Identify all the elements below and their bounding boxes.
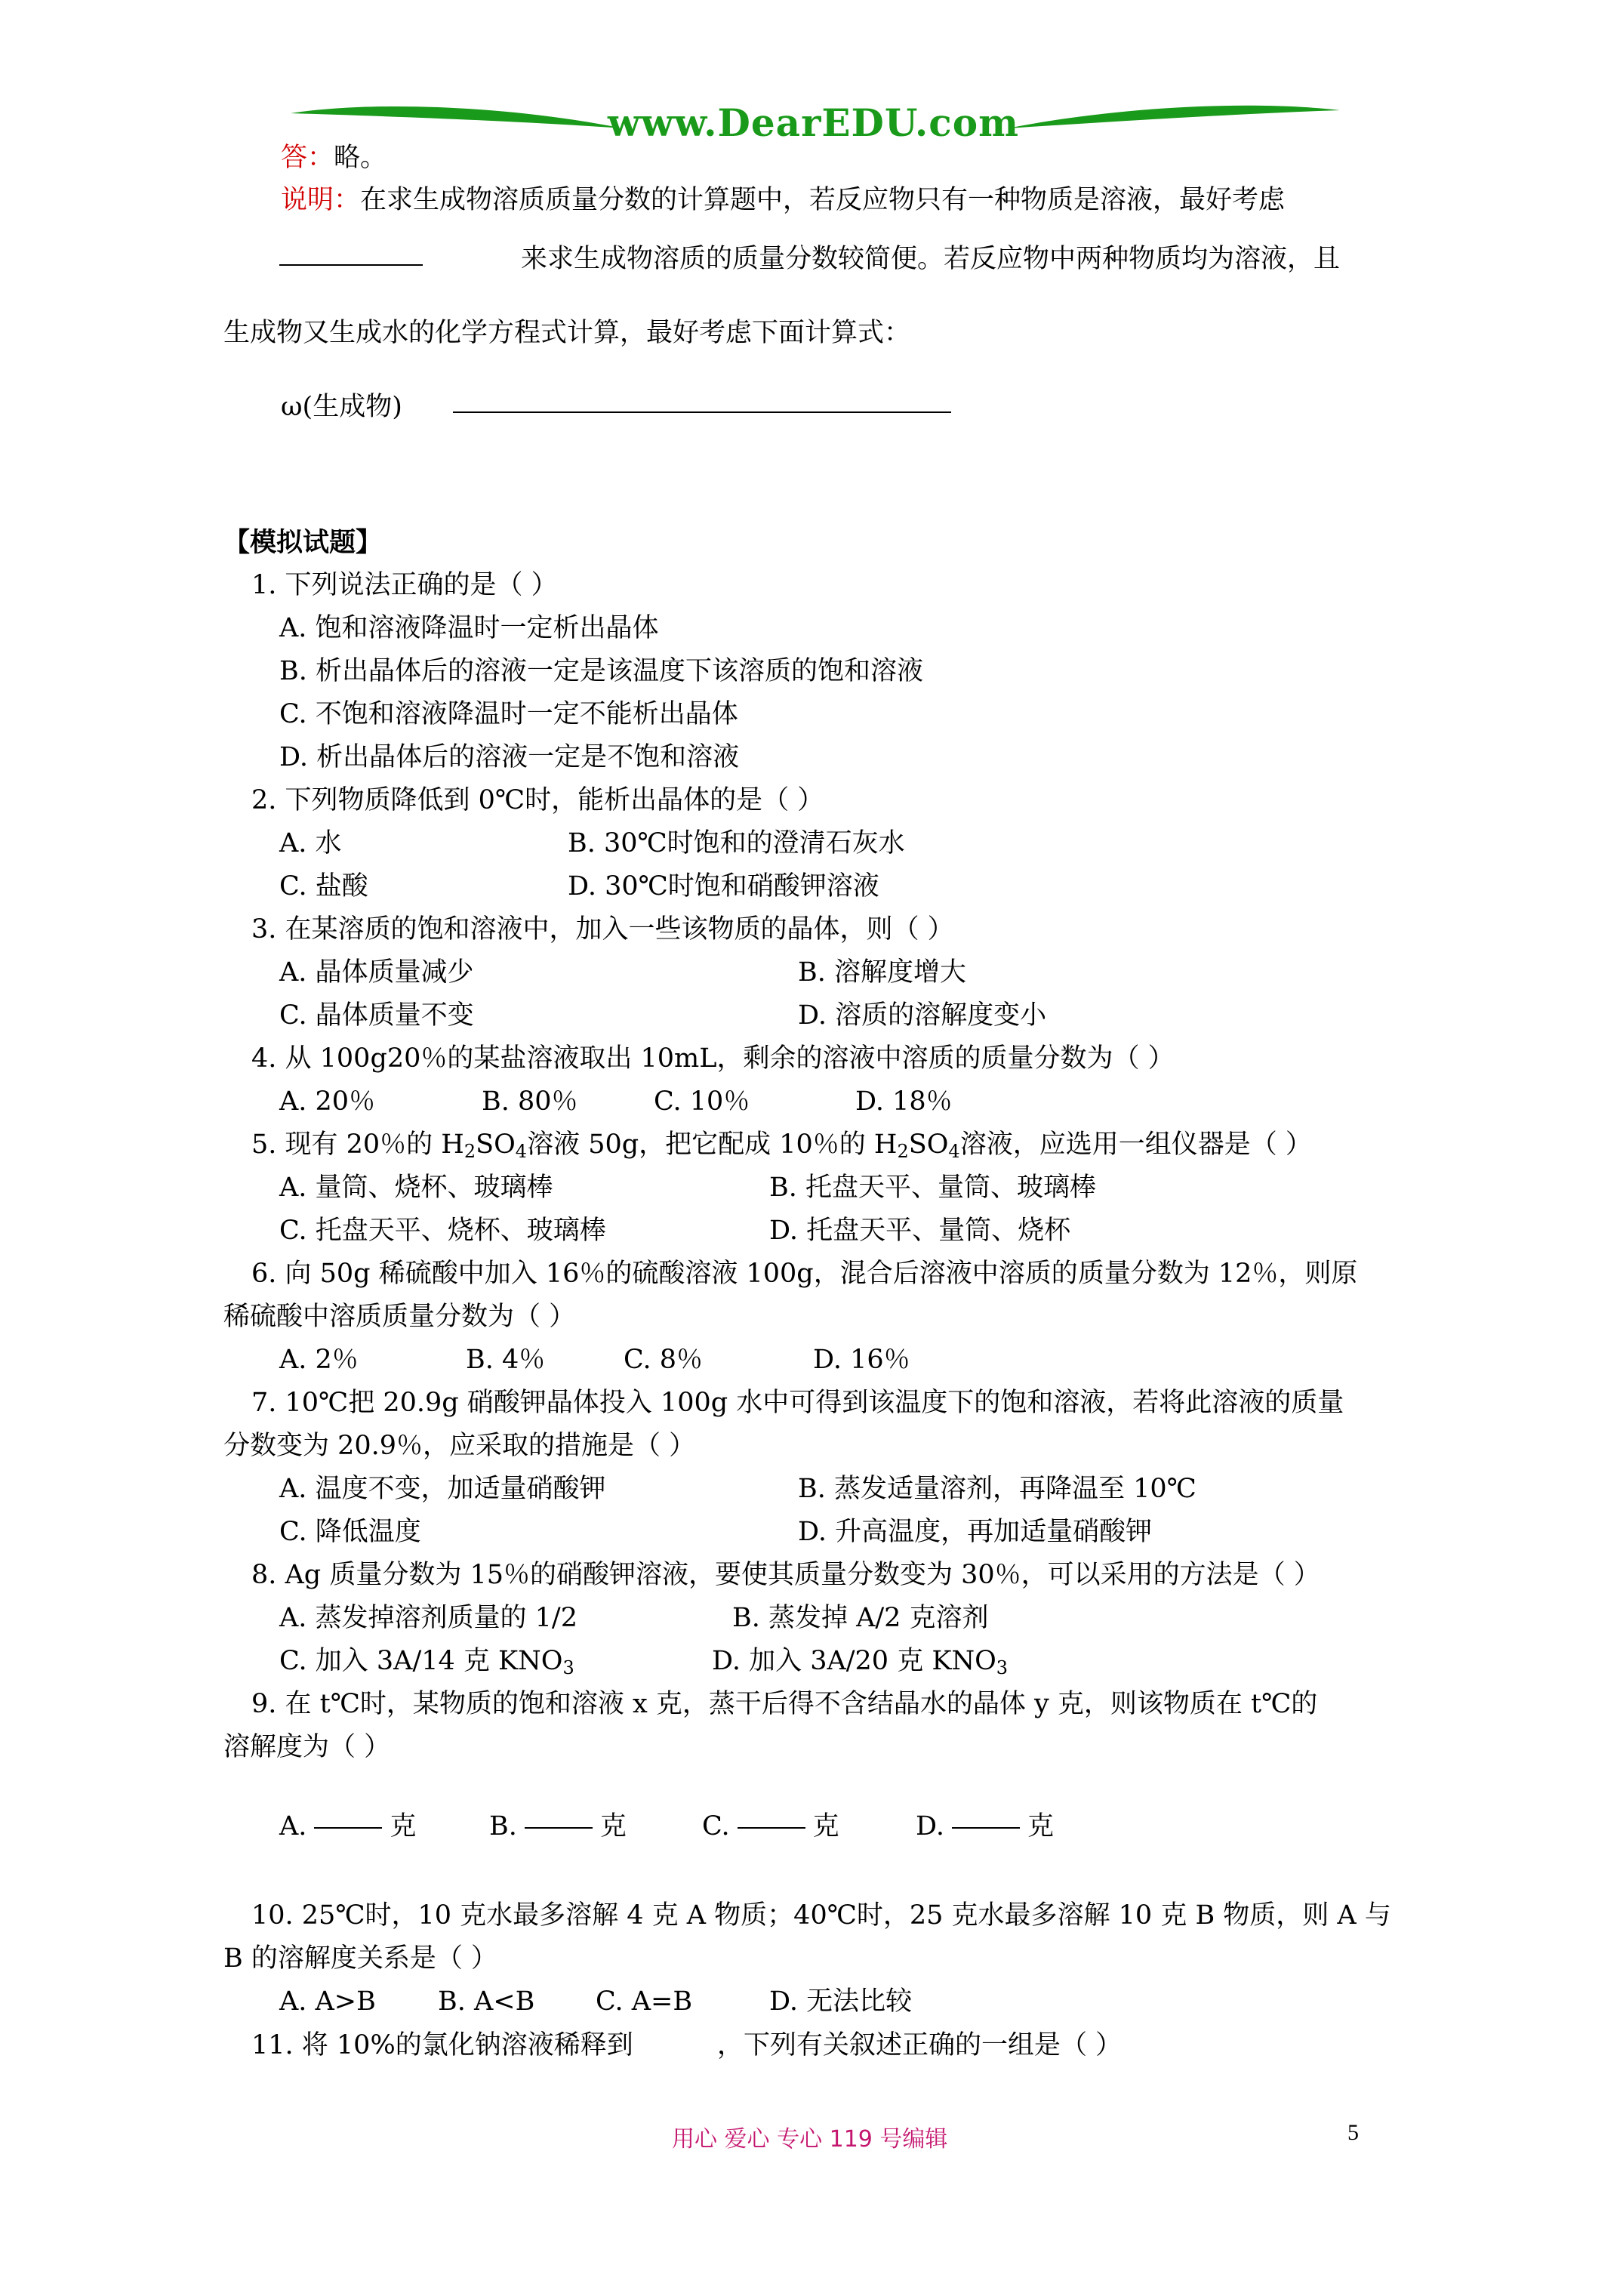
fraction-bar (952, 1827, 1020, 1829)
q1-stem: 1. 下列说法正确的是（ ） (251, 570, 558, 600)
q8-stem: 8. Ag 质量分数为 15％的硝酸钾溶液，要使其质量分数变为 30％，可以采用的方法是（ ） (251, 1560, 1320, 1590)
q3-option-d: D. 溶质的溶解度变小 (798, 1000, 1047, 1031)
q10-option-b: B. A<B (438, 1986, 535, 2017)
page-number: 5 (1347, 2120, 1359, 2145)
q1-option-c: C. 不饱和溶液降温时一定不能析出晶体 (279, 699, 738, 729)
q9-option-b-label: B. (489, 1811, 517, 1841)
q5-stem-part: SO (476, 1130, 516, 1160)
q6-option-c: C. 8％ (624, 1345, 704, 1375)
q7-option-a: A. 温度不变，加适量硝酸钾 (279, 1474, 606, 1504)
q11-stem-part-2: ，下列有关叙述正确的一组是（ ） (717, 2030, 1123, 2060)
header-swoosh-right-icon (1008, 100, 1340, 137)
q9-option-d (916, 1811, 1054, 1842)
q5-stem-part: SO (908, 1130, 949, 1160)
q8-option-d-sub: 3 (996, 1657, 1009, 1678)
q10-option-d: D. 无法比较 (769, 1986, 913, 2017)
q2-option-a: A. 水 (279, 828, 342, 858)
q4-option-a: A. 20％ (279, 1086, 376, 1117)
answer-label: 答： (281, 143, 334, 173)
q5-stem-part: 5. 现有 20％的 H (251, 1130, 464, 1160)
q2-stem: 2. 下列物质降低到 0℃时，能析出晶体的是（ ） (251, 785, 824, 815)
answer-line (281, 142, 387, 174)
q6-option-d: D. 16％ (813, 1345, 910, 1375)
q5-stem (251, 1129, 1312, 1160)
q1-option-d: D. 析出晶体后的溶液一定是不饱和溶液 (279, 742, 740, 772)
q2-option-b: B. 30℃时饱和的澄清石灰水 (568, 828, 905, 858)
q9-line-1: 9. 在 t℃时，某物质的饱和溶液 x 克，蒸干后得不含结晶水的晶体 y 克，则该物质在 t℃的 (251, 1689, 1318, 1719)
note-text-1: 在求生成物溶质质量分数的计算题中，若反应物只有一种物质是溶液，最好考虑 (360, 185, 1286, 215)
q9-option-a (279, 1811, 416, 1842)
q7-line-1: 7. 10℃把 20.9g 硝酸钾晶体投入 100g 水中可得到该温度下的饱和溶液，若将此溶液的质量 (251, 1388, 1344, 1418)
q4-option-c: C. 10％ (654, 1086, 750, 1117)
fraction-bar (525, 1827, 593, 1829)
q6-line-2: 稀硫酸中溶质质量分数为（ ） (223, 1302, 576, 1332)
q7-option-b: B. 蒸发适量溶剂，再降温至 10℃ (798, 1474, 1196, 1504)
q9-unit: 克 (390, 1811, 417, 1841)
answer-text: 略。 (334, 143, 387, 173)
fraction-bar (738, 1827, 805, 1829)
q4-option-b: B. 80％ (482, 1086, 578, 1117)
q5-sub: 2 (897, 1141, 909, 1162)
q10-option-c: C. A=B (596, 1986, 693, 2017)
note-text-2: 来求生成物溶质的质量分数较简便。若反应物中两种物质均为溶液，且 (521, 244, 1341, 274)
q6-line-1: 6. 向 50g 稀硫酸中加入 16％的硫酸溶液 100g，混合后溶液中溶质的质量分数为 12％，则原 (251, 1259, 1358, 1289)
q5-sub: 2 (463, 1141, 476, 1162)
q10-line-2: B 的溶解度关系是（ ） (223, 1943, 497, 1974)
formula-label: ω(生成物) (281, 392, 402, 422)
q10-option-a: A. A>B (279, 1986, 376, 2017)
q9-option-a-label: A. (279, 1811, 307, 1841)
q7-option-c: C. 降低温度 (279, 1517, 421, 1547)
q3-stem: 3. 在某溶质的饱和溶液中，加入一些该物质的晶体，则（ ） (251, 914, 954, 945)
q9-unit: 克 (599, 1811, 627, 1841)
q3-option-a: A. 晶体质量减少 (279, 957, 474, 988)
q9-option-c (702, 1811, 839, 1842)
q8-option-d-text: D. 加入 3A/20 克 KNO (712, 1646, 996, 1676)
q9-unit: 克 (812, 1811, 839, 1841)
header-swoosh-left-icon (291, 100, 623, 137)
q8-option-c-text: C. 加入 3A/14 克 KNO (279, 1646, 563, 1676)
q5-option-d: D. 托盘天平、量筒、烧杯 (769, 1216, 1071, 1246)
section-title: 【模拟试题】 (223, 527, 383, 558)
q8-option-c-sub: 3 (562, 1657, 574, 1678)
fraction-bar (314, 1827, 382, 1829)
q2-option-d: D. 30℃时饱和硝酸钾溶液 (568, 871, 879, 901)
q9-option-d-label: D. (916, 1811, 944, 1841)
q6-option-a: A. 2％ (279, 1345, 359, 1375)
footer-text: 用心 爱心 专心 119 号编辑 (672, 2126, 948, 2153)
formula-blank-line (453, 411, 951, 413)
q1-option-a: A. 饱和溶液降温时一定析出晶体 (279, 613, 659, 643)
q3-option-c: C. 晶体质量不变 (279, 1000, 474, 1031)
q8-option-d (712, 1645, 1008, 1677)
blank-line-1 (279, 264, 423, 266)
q3-option-b: B. 溶解度增大 (798, 957, 966, 988)
note-line-1 (281, 184, 1285, 216)
q5-option-b: B. 托盘天平、量筒、玻璃棒 (769, 1173, 1096, 1203)
q9-line-2: 溶解度为（ ） (223, 1732, 391, 1762)
q5-option-c: C. 托盘天平、烧杯、玻璃棒 (279, 1216, 606, 1246)
q8-option-a: A. 蒸发掉溶剂质量的 1/2 (279, 1603, 577, 1633)
q9-option-b (489, 1811, 627, 1842)
note-text-3: 生成物又生成水的化学方程式计算，最好考虑下面计算式： (223, 318, 911, 348)
header-logo-text[interactable]: www.DearEDU.com (608, 100, 1020, 145)
q6-option-b: B. 4％ (466, 1345, 546, 1375)
q8-option-b: B. 蒸发掉 A/2 克溶剂 (732, 1603, 989, 1633)
q4-stem: 4. 从 100g20％的某盐溶液取出 10mL，剩余的溶液中溶质的质量分数为（ ） (251, 1043, 1175, 1074)
q5-sub: 4 (515, 1141, 528, 1162)
q7-line-2: 分数变为 20.9％，应采取的措施是（ ） (223, 1431, 696, 1461)
q5-stem-part: 溶液，应选用一组仪器是（ ） (959, 1130, 1312, 1160)
q8-option-c (279, 1645, 574, 1677)
q4-option-d: D. 18％ (855, 1086, 953, 1117)
q5-sub: 4 (948, 1141, 960, 1162)
q9-option-c-label: C. (702, 1811, 730, 1841)
q10-line-1: 10. 25℃时，10 克水最多溶解 4 克 A 物质；40℃时，25 克水最多溶解 10 克 B 物质，则 A 与 (251, 1900, 1391, 1931)
q1-option-b: B. 析出晶体后的溶液一定是该温度下该溶质的饱和溶液 (279, 656, 923, 686)
q2-option-c: C. 盐酸 (279, 871, 368, 901)
q11-stem-part-1: 11. 将 10%的氯化钠溶液稀释到 (251, 2030, 633, 2060)
q9-unit: 克 (1027, 1811, 1054, 1841)
q5-stem-part: 溶液 50g，把它配成 10％的 H (527, 1130, 898, 1160)
note-label: 说明： (281, 185, 361, 215)
q5-option-a: A. 量筒、烧杯、玻璃棒 (279, 1173, 553, 1203)
q7-option-d: D. 升高温度，再加适量硝酸钾 (798, 1517, 1153, 1547)
